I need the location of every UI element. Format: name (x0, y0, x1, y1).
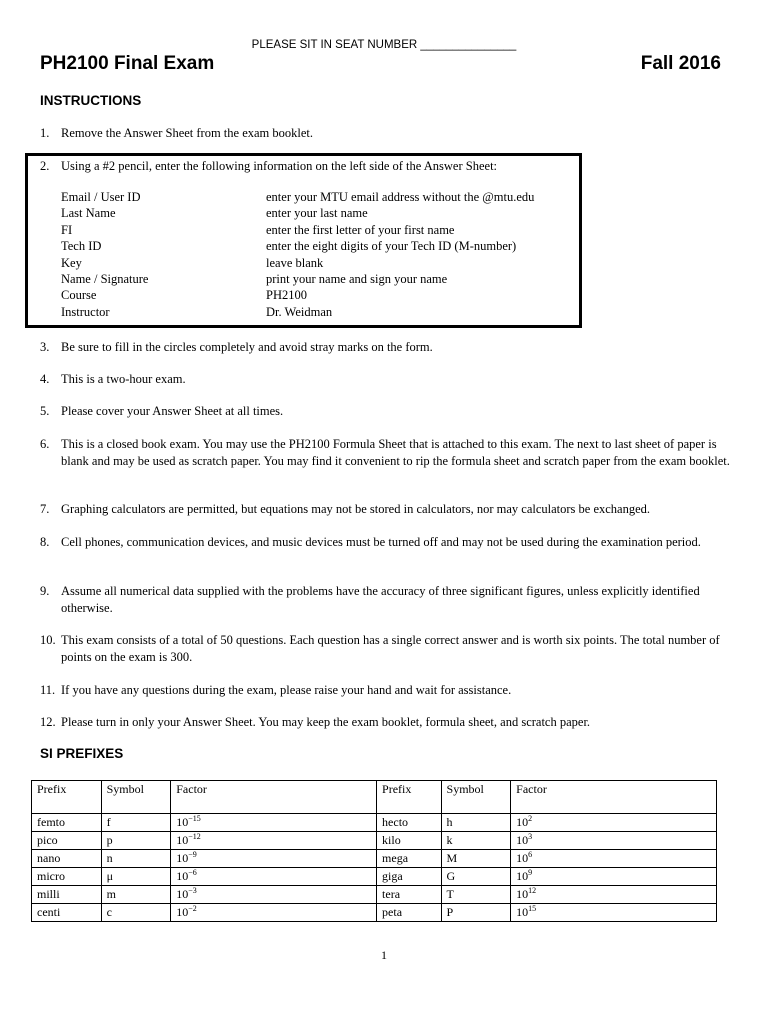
field-label: Email / User ID (61, 190, 141, 204)
table-row (32, 832, 717, 850)
column-header: Symbol (441, 781, 511, 814)
factor-cell (511, 832, 717, 850)
instruction-item (40, 682, 740, 699)
table-row (32, 886, 717, 904)
factor-cell (171, 832, 377, 850)
table-row (32, 814, 717, 832)
field-label: Last Name (61, 206, 116, 220)
symbol-cell: μ (101, 868, 171, 886)
instruction-item (40, 371, 740, 388)
symbol-cell: T (441, 886, 511, 904)
factor-base: 10 (516, 887, 529, 901)
instruction-text: Assume all numerical data supplied with the problems have the accuracy of three significant figures, unless explicitly identified otherwise. (61, 584, 700, 615)
column-header: Prefix (32, 781, 102, 814)
prefix-cell: femto (32, 814, 102, 832)
instruction-text: Graphing calculators are permitted, but equations may not be stored in calculators, nor may calculators be exchanged. (61, 502, 651, 516)
field-value: leave blank (266, 256, 324, 270)
field-value: enter your last name (266, 206, 368, 220)
instruction-number: 4. (40, 372, 50, 386)
field-label: Key (61, 256, 82, 270)
column-header: Prefix (377, 781, 442, 814)
table-row (32, 904, 717, 922)
prefix-cell: centi (32, 904, 102, 922)
factor-cell (511, 814, 717, 832)
prefix-cell: milli (32, 886, 102, 904)
instruction-number: 7. (40, 502, 50, 516)
factor-exponent: −3 (188, 886, 197, 895)
symbol-cell: c (101, 904, 171, 922)
field-value: enter the first letter of your first name (266, 223, 455, 237)
prefix-cell: hecto (377, 814, 442, 832)
prefix-cell: micro (32, 868, 102, 886)
exam-term: Fall 2016 (640, 53, 721, 74)
table-header-row (32, 781, 717, 814)
field-value: Dr. Weidman (266, 305, 333, 319)
field-label: Instructor (61, 305, 110, 319)
symbol-cell: p (101, 832, 171, 850)
factor-cell (171, 904, 377, 922)
prefix-cell: kilo (377, 832, 442, 850)
factor-exponent: 6 (528, 850, 533, 859)
symbol-cell: f (101, 814, 171, 832)
factor-base: 10 (176, 815, 189, 829)
factor-base: 10 (176, 887, 189, 901)
si-prefix-table (31, 780, 717, 922)
factor-cell (511, 904, 717, 922)
instruction-text: Cell phones, communication devices, and music devices must be turned off and may not be used during the examination period. (61, 535, 701, 549)
factor-base: 10 (176, 851, 189, 865)
si-prefixes-heading: SI PREFIXES (40, 746, 124, 761)
instruction-item (40, 436, 740, 469)
column-header: Factor (511, 781, 717, 814)
instruction-text: This is a two-hour exam. (61, 372, 186, 386)
instruction-text: Please turn in only your Answer Sheet. You may keep the exam booklet, formula sheet, and scratch paper. (61, 715, 591, 729)
prefix-cell: giga (377, 868, 442, 886)
field-value: print your name and sign your name (266, 272, 448, 286)
instruction-text: Please cover your Answer Sheet at all times. (61, 404, 284, 418)
instruction-item (40, 403, 740, 420)
instruction-item (40, 632, 740, 665)
instruction-number: 9. (40, 584, 50, 598)
factor-exponent: −6 (188, 868, 197, 877)
symbol-cell: h (441, 814, 511, 832)
instruction-number: 1. (40, 126, 50, 140)
instruction-item (40, 339, 740, 356)
instruction-item (40, 714, 740, 731)
field-value: enter the eight digits of your Tech ID (M-number) (266, 239, 517, 253)
factor-exponent: −15 (188, 814, 201, 823)
column-header: Symbol (101, 781, 171, 814)
instruction-number: 11. (40, 683, 56, 697)
field-label: Tech ID (61, 239, 102, 253)
field-value: enter your MTU email address without the @mtu.edu (266, 190, 535, 204)
factor-base: 10 (176, 869, 189, 883)
factor-base: 10 (516, 833, 529, 847)
instruction-number: 10. (40, 633, 56, 647)
symbol-cell: G (441, 868, 511, 886)
field-label: Course (61, 288, 97, 302)
instruction-text: Be sure to fill in the circles completely and avoid stray marks on the form. (61, 340, 433, 354)
symbol-cell: M (441, 850, 511, 868)
field-value: PH2100 (266, 288, 307, 302)
field-label: Name / Signature (61, 272, 149, 286)
instruction-item (40, 501, 740, 518)
factor-base: 10 (516, 869, 529, 883)
prefix-cell: mega (377, 850, 442, 868)
prefix-cell: nano (32, 850, 102, 868)
table-row (32, 868, 717, 886)
instruction-number: 5. (40, 404, 50, 418)
instructions-heading: INSTRUCTIONS (40, 93, 142, 108)
symbol-cell: k (441, 832, 511, 850)
instruction-number: 8. (40, 535, 50, 549)
factor-exponent: 9 (528, 868, 533, 877)
symbol-cell: m (101, 886, 171, 904)
instruction-item (40, 583, 740, 616)
factor-exponent: 12 (528, 886, 537, 895)
factor-exponent: −12 (188, 832, 201, 841)
symbol-cell: n (101, 850, 171, 868)
table-row (32, 850, 717, 868)
instruction-number: 12. (40, 715, 56, 729)
instruction-text: If you have any questions during the exam, please raise your hand and wait for assistance. (61, 683, 512, 697)
factor-exponent: −9 (188, 850, 197, 859)
factor-cell (511, 886, 717, 904)
symbol-cell: P (441, 904, 511, 922)
factor-exponent: 2 (528, 814, 533, 823)
factor-base: 10 (176, 833, 189, 847)
factor-cell (171, 886, 377, 904)
instruction-text: This exam consists of a total of 50 questions. Each question has a single correct answer and is worth six points. The total number of points on the exam is 300. (61, 633, 720, 664)
field-label: FI (61, 223, 73, 237)
exam-title: PH2100 Final Exam (40, 53, 215, 74)
instruction-number: 3. (40, 340, 50, 354)
factor-exponent: 15 (528, 904, 537, 913)
factor-base: 10 (516, 815, 529, 829)
instruction-item (40, 158, 740, 175)
factor-cell (171, 814, 377, 832)
factor-cell (511, 868, 717, 886)
factor-cell (171, 868, 377, 886)
instruction-text: Using a #2 pencil, enter the following information on the left side of the Answer Sheet: (61, 159, 498, 173)
instruction-number: 2. (40, 159, 50, 173)
instruction-text: Remove the Answer Sheet from the exam booklet. (61, 126, 314, 140)
instruction-text: This is a closed book exam. You may use the PH2100 Formula Sheet that is attached to this exam. The next to last sheet of paper is blank and may be used as scratch paper. You may find it convenient to rip the formula sheet and scratch paper from the exam booklet. (61, 437, 730, 468)
factor-cell (171, 850, 377, 868)
page-number: 1 (381, 948, 387, 962)
instruction-number: 6. (40, 437, 50, 451)
instruction-item (40, 125, 740, 142)
prefix-cell: peta (377, 904, 442, 922)
factor-base: 10 (176, 905, 189, 919)
prefix-cell: tera (377, 886, 442, 904)
instruction-item (40, 534, 740, 551)
prefix-cell: pico (32, 832, 102, 850)
factor-exponent: −2 (188, 904, 197, 913)
factor-exponent: 3 (528, 832, 533, 841)
factor-base: 10 (516, 905, 529, 919)
factor-cell (511, 850, 717, 868)
factor-base: 10 (516, 851, 529, 865)
column-header: Factor (171, 781, 377, 814)
seat-number-line: PLEASE SIT IN SEAT NUMBER _______________ (251, 39, 517, 51)
